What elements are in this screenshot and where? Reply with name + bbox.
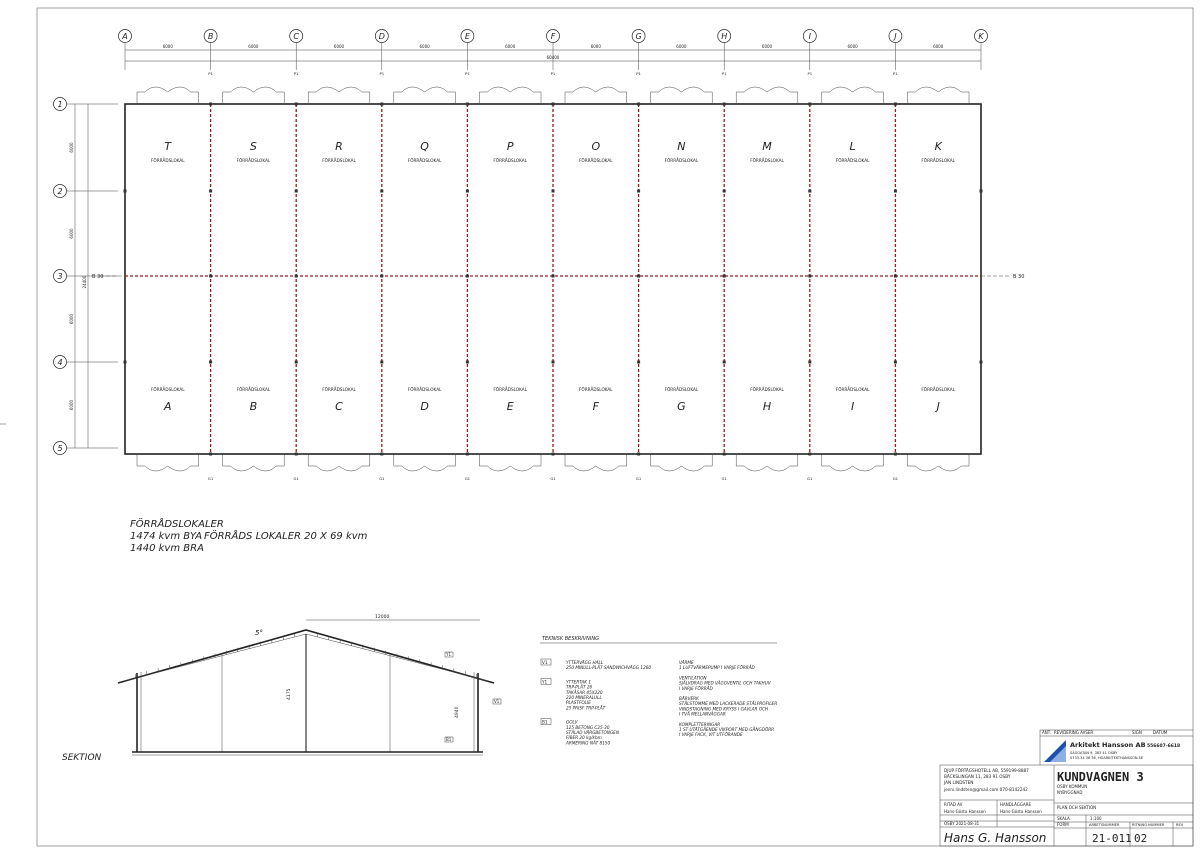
steel-post: [894, 103, 897, 106]
steel-post: [380, 275, 383, 278]
tech-line: BÄRVERK: [679, 696, 699, 701]
door-swing-bottom: [402, 466, 448, 471]
dim-col-label: 6000: [333, 44, 345, 49]
door-swing-top: [915, 87, 961, 92]
dim-row-label: 6000: [69, 399, 74, 411]
rev-col-sign: SIGN: [1132, 730, 1142, 735]
place-date: OSBY 2021-08-31: [944, 821, 980, 826]
tech-line: 125 BETONG C25-30: [566, 724, 610, 730]
door-jamb-top: [736, 92, 798, 104]
unit-label: FÖRRÅDSLOKAL: [921, 387, 956, 392]
door-swing-bottom: [659, 466, 705, 471]
project-municipality: OSBY KOMMUN: [1057, 784, 1088, 789]
dim-col-label: 6000: [933, 44, 944, 49]
door-swing-top: [830, 87, 876, 92]
door-tag-top: P1: [465, 71, 470, 76]
dim-col-label: 6000: [248, 44, 259, 49]
unit-letter: H: [762, 400, 772, 413]
unit-letter: G: [677, 400, 686, 413]
steel-post: [637, 190, 640, 193]
steel-post: [209, 361, 212, 364]
door-swing-top: [573, 87, 619, 92]
door-swing-bottom: [744, 466, 790, 471]
tech-line: FIBER 20 kg/kbm: [566, 735, 602, 741]
tech-line: VENTILATION: [679, 675, 707, 681]
door-tag-bottom: G1: [635, 476, 642, 481]
door-tag-top: P1: [208, 71, 213, 76]
steel-post: [637, 361, 640, 364]
door-jamb-top: [223, 92, 285, 104]
tech-left-column: [541, 659, 651, 745]
steel-post: [466, 103, 469, 106]
client-person: JAN LINDSTEN: [944, 780, 974, 785]
signature: Hans G. Hansson: [944, 831, 1047, 845]
dim-col-label: 6000: [162, 44, 173, 49]
tech-line: VÄRME: [679, 660, 694, 665]
skala-label: SKALA: [1057, 816, 1070, 821]
steel-post: [552, 190, 555, 193]
steel-post: [295, 103, 298, 106]
dim-overall-label: 60400: [546, 55, 560, 60]
door-tag-bottom: G1: [807, 476, 813, 481]
unit-letter: A: [164, 400, 172, 413]
form-label: FORM: [1057, 822, 1069, 827]
door-tag-top: P1: [550, 71, 556, 76]
steel-post: [723, 361, 726, 364]
arbetsnummer: 21-011: [1092, 832, 1132, 845]
company-name: Arkitekt Hansson AB: [1070, 741, 1146, 749]
unit-label: FÖRRÅDSLOKAL: [236, 158, 271, 163]
unit-label: FÖRRÅDSLOKAL: [578, 158, 613, 163]
unit-letter: J: [936, 400, 940, 413]
steel-post: [723, 103, 726, 106]
door-tag-bottom: G1: [892, 476, 899, 481]
dim-depth-label: 24400: [82, 275, 87, 289]
door-swing-top: [402, 87, 448, 92]
dim-col-label: 6000: [505, 44, 516, 49]
unit-letter: I: [850, 400, 855, 413]
unit-letter: M: [762, 140, 772, 153]
door-swing-top: [231, 87, 277, 92]
steel-post: [380, 103, 383, 106]
steel-post: [723, 453, 726, 456]
unit-letter: N: [677, 140, 686, 153]
steel-post: [980, 361, 983, 364]
title-block: [940, 730, 1193, 846]
section-label: SEKTION: [62, 753, 102, 763]
project-name: KUNDVAGNEN 3: [1057, 770, 1144, 784]
grid-col-label: I: [808, 32, 811, 41]
unit-label: FÖRRÅDSLOKAL: [578, 387, 613, 392]
steel-post: [552, 453, 555, 456]
area-bra: 1440 kvm BRA: [130, 543, 204, 554]
tech-line: I TVÅ MELLANVÄGGAR: [679, 711, 726, 717]
steel-post: [894, 361, 897, 364]
tech-line: STÅLSTOMME MED LACKERADE STÅLPROFILER: [679, 701, 778, 707]
grid-col-label: J: [894, 32, 897, 41]
door-jamb-bottom: [736, 454, 798, 466]
unit-letter: Q: [420, 140, 429, 153]
steel-post: [466, 361, 469, 364]
door-swing-bottom: [316, 466, 362, 471]
door-tag-top: P1: [379, 71, 385, 76]
door-tag-bottom: G1: [293, 476, 299, 481]
steel-post: [894, 453, 897, 456]
door-jamb-bottom: [137, 454, 199, 466]
grid-row-label: 3: [57, 272, 63, 281]
company-orgnr: 556607-6618: [1147, 744, 1181, 749]
steel-post: [466, 275, 469, 278]
section-drawing: [62, 614, 501, 763]
unit-label: FÖRRÅDSLOKAL: [150, 158, 185, 163]
door-swing-top: [487, 87, 533, 92]
steel-post: [295, 453, 298, 456]
roof-pitch: 5°: [255, 629, 263, 637]
unit-letter: C: [335, 400, 343, 413]
door-tag-top: P1: [893, 71, 898, 76]
tech-code: Y1: [542, 679, 548, 685]
dim-col-label: 6000: [847, 44, 858, 49]
door-jamb-bottom: [651, 454, 713, 466]
dim-row-label: 6000: [69, 142, 74, 153]
dim-row-label: 6000: [69, 313, 74, 325]
rev-col-desc: REVIDERING AVSER: [1054, 730, 1094, 735]
dim-col-label: 6000: [761, 44, 773, 49]
client-company: DJUP FÖRTÄGSHOTELL AB, 559199-8887: [944, 768, 1029, 773]
steel-post: [808, 190, 811, 193]
tech-line: PLASTFOLIE: [566, 700, 591, 706]
steel-post: [637, 275, 640, 278]
steel-post: [295, 361, 298, 364]
steel-post: [380, 453, 383, 456]
client-address: BÄCKSLINGAN 11, 283 91 OSBY: [944, 774, 1011, 779]
steel-post: [209, 190, 212, 193]
steel-post: [980, 190, 983, 193]
unit-label: FÖRRÅDSLOKAL: [407, 387, 442, 392]
skala-value: 1:100: [1090, 816, 1102, 821]
ritad-av: Hans-Gösta Hansson: [944, 809, 986, 814]
grid-col-label: E: [464, 32, 470, 41]
steel-post: [808, 361, 811, 364]
tech-line: 1 ST UTÄTGÅENDE VIKPORT MED GÅNGDÖRR: [679, 727, 775, 732]
ritningsnummer: 02: [1134, 832, 1148, 845]
unit-label: FÖRRÅDSLOKAL: [750, 158, 784, 163]
door-tag-bottom: G1: [721, 476, 727, 481]
tech-right-column: [679, 660, 777, 737]
steel-post: [295, 275, 298, 278]
tech-line: 25 PRISF TRP-PLÅT: [566, 705, 606, 711]
door-jamb-bottom: [394, 454, 456, 466]
wall-height-label: 4940: [455, 706, 460, 718]
door-swing-top: [316, 87, 362, 92]
unit-label: FÖRRÅDSLOKAL: [150, 387, 185, 392]
tech-line: ARMERING NÄT 8150: [566, 740, 611, 746]
door-jamb-bottom: [907, 454, 969, 466]
tech-line: SJÄLVDRAG MED VÄGGVENTIL OCH TAKHUV: [679, 680, 771, 686]
steel-post: [637, 453, 640, 456]
unit-letter: E: [506, 400, 514, 413]
technical-description: [540, 636, 777, 745]
door-jamb-top: [651, 92, 713, 104]
door-jamb-top: [479, 92, 541, 104]
rev-col-rev: ÄNT.: [1042, 730, 1051, 735]
door-jamb-top: [394, 92, 456, 104]
unit-label: FÖRRÅDSLOKAL: [921, 158, 956, 163]
unit-letter: P: [506, 140, 514, 153]
grid-row-label: 4: [57, 358, 63, 367]
dim-col-label: 6000: [419, 44, 430, 49]
company-contact: 0733-34 36 36, HGARKITEKTHANSSON.SE: [1070, 756, 1143, 760]
tech-line: GOLV: [566, 719, 578, 725]
handlaggare-label: HANDLÄGGARE: [1000, 802, 1032, 807]
door-swing-bottom: [145, 466, 191, 471]
steel-post: [808, 453, 811, 456]
drawing-title: PLAN OCH SEKTION: [1057, 805, 1097, 810]
unit-label: FÖRRÅDSLOKAL: [750, 387, 784, 392]
unit-letter: L: [849, 140, 856, 153]
door-tag-bottom: G1: [464, 476, 471, 481]
grid-col-label: G: [635, 32, 642, 41]
floor-plan: [92, 71, 1024, 481]
tech-code: B1: [542, 719, 548, 725]
unit-label: FÖRRÅDSLOKAL: [407, 158, 442, 163]
client-contact: jenni.lindsten@gmail.com 070-8142242: [944, 787, 1028, 792]
door-swing-bottom: [231, 466, 277, 471]
door-tag-top: P1: [721, 71, 727, 76]
area-title: FÖRRÅDSLOKALER: [130, 519, 224, 530]
rev-col-date: DATUM: [1153, 730, 1168, 735]
section-marker-left: B 30: [92, 274, 104, 280]
door-swing-top: [659, 87, 705, 92]
steel-post: [209, 275, 212, 278]
area-bya: 1474 kvm BYA: [130, 531, 203, 542]
unit-label: FÖRRÅDSLOKAL: [664, 158, 699, 163]
project-type: NYBYGGNAD: [1057, 790, 1083, 795]
steel-post: [380, 361, 383, 364]
steel-post: [552, 275, 555, 278]
area-notes: [130, 517, 368, 554]
ritad-av-label: RITAD AV: [944, 802, 963, 807]
tech-line: I VARJE FÖRRÅD: [679, 685, 713, 691]
tech-heading: TEKNISK BESKRIVNING: [542, 636, 599, 642]
door-jamb-top: [907, 92, 969, 104]
steel-post: [466, 453, 469, 456]
grid-col-label: C: [293, 32, 299, 41]
span-label: 12000: [375, 615, 390, 620]
ritningsnummer-label: RITNING NUMMER: [1132, 823, 1165, 827]
unit-label: FÖRRÅDSLOKAL: [493, 158, 528, 163]
door-tag-bottom: G1: [550, 476, 556, 481]
tech-line: KOMPLETTERINGAR: [679, 721, 721, 727]
tech-line: 220 MINERALULL: [566, 695, 602, 700]
unit-letter: R: [335, 140, 343, 153]
dim-col-label: 6000: [590, 44, 601, 49]
door-jamb-bottom: [223, 454, 285, 466]
unit-letter: B: [249, 400, 258, 413]
company-address: SÄGGATAN 9, 383 41 OSBY: [1070, 751, 1118, 755]
door-tag-top: P1: [807, 71, 813, 76]
grid-col-label: F: [550, 32, 556, 41]
grid-col-label: K: [978, 32, 984, 41]
unit-label: FÖRRÅDSLOKAL: [835, 387, 870, 392]
door-jamb-top: [137, 92, 199, 104]
steel-post: [466, 190, 469, 193]
height-label: 4175: [287, 688, 292, 700]
door-swing-top: [744, 87, 790, 92]
steel-post: [209, 103, 212, 106]
unit-letter: K: [934, 140, 942, 153]
dim-col-label: 6000: [676, 44, 687, 49]
unit-label: FÖRRÅDSLOKAL: [322, 158, 356, 163]
dim-row-label: 6000: [69, 228, 74, 239]
grid-col-label: D: [378, 32, 385, 41]
tech-line: VINDSTAGNING MED KRYSS I GAVLAR OCH: [679, 706, 769, 712]
steel-post: [124, 361, 127, 364]
rev-label: REV: [1176, 823, 1184, 827]
steel-post: [808, 275, 811, 278]
tech-line: I VARJE FACK, VIT UTFÖRANDE: [679, 732, 743, 738]
door-swing-bottom: [487, 466, 533, 471]
steel-post: [552, 361, 555, 364]
tech-line: YTTERVÄGG HALL: [566, 660, 604, 665]
door-jamb-bottom: [822, 454, 884, 466]
grid-row-label: 5: [57, 444, 63, 453]
door-jamb-top: [308, 92, 370, 104]
grid-row-label: 2: [57, 187, 63, 196]
tech-line: 1 LUFTVÄRMEPUMP I VARJE FÖRRÅD: [679, 665, 755, 671]
door-jamb-bottom: [565, 454, 627, 466]
door-jamb-top: [822, 92, 884, 104]
door-tag-top: P1: [636, 71, 641, 76]
door-jamb-bottom: [479, 454, 541, 466]
unit-letter: S: [249, 140, 257, 153]
steel-post: [894, 190, 897, 193]
arbetsnummer-label: ARBETSNUMMER: [1089, 823, 1120, 827]
steel-post: [380, 190, 383, 193]
unit-letter: F: [592, 400, 599, 413]
unit-label: FÖRRÅDSLOKAL: [236, 387, 271, 392]
unit-label: FÖRRÅDSLOKAL: [493, 387, 528, 392]
roof-tag: Y1: [446, 652, 451, 657]
tech-line: 250 MINULL-PLÅT SANDWICHVÄGG 1260: [566, 665, 652, 671]
door-tag-top: P1: [293, 71, 299, 76]
steel-post: [637, 103, 640, 106]
tech-line: TRP-PLÅT 26: [566, 684, 593, 690]
steel-post: [723, 190, 726, 193]
door-jamb-bottom: [308, 454, 370, 466]
grid-row-label: 1: [57, 100, 63, 109]
door-swing-top: [145, 87, 191, 92]
tech-code: V1: [542, 660, 548, 665]
area-summary: FÖRRÅDS LOKALER 20 X 69 kvm: [204, 531, 368, 542]
grid-col-label: B: [207, 32, 214, 41]
door-tag-bottom: G1: [207, 476, 214, 481]
unit-letter: O: [591, 140, 601, 153]
unit-label: FÖRRÅDSLOKAL: [664, 387, 699, 392]
steel-post: [295, 190, 298, 193]
unit-letter: D: [420, 400, 429, 413]
unit-label: FÖRRÅDSLOKAL: [835, 158, 870, 163]
steel-post: [723, 275, 726, 278]
door-jamb-top: [565, 92, 627, 104]
section-marker-right: B 30: [1013, 274, 1025, 280]
door-tag-bottom: G1: [379, 476, 385, 481]
steel-post: [552, 103, 555, 106]
tech-line: TAKÅSAR 45X220: [566, 689, 603, 695]
floor-tag: B1: [446, 737, 452, 742]
tech-line: YTTERTAK 1: [566, 679, 592, 685]
handlaggare: Hans-Gösta Hansson: [1000, 809, 1042, 814]
grid-col-label: H: [721, 32, 728, 41]
steel-post: [808, 103, 811, 106]
steel-post: [124, 190, 127, 193]
steel-post: [894, 275, 897, 278]
door-swing-bottom: [830, 466, 876, 471]
door-swing-bottom: [915, 466, 961, 471]
door-swing-bottom: [573, 466, 619, 471]
unit-label: FÖRRÅDSLOKAL: [322, 387, 356, 392]
grid-col-label: A: [122, 32, 128, 41]
wall-tag: V1: [494, 699, 500, 704]
unit-letter: T: [164, 140, 172, 153]
steel-post: [209, 453, 212, 456]
tech-line: STÅLAD VÄRGBETONGEN: [566, 730, 619, 735]
